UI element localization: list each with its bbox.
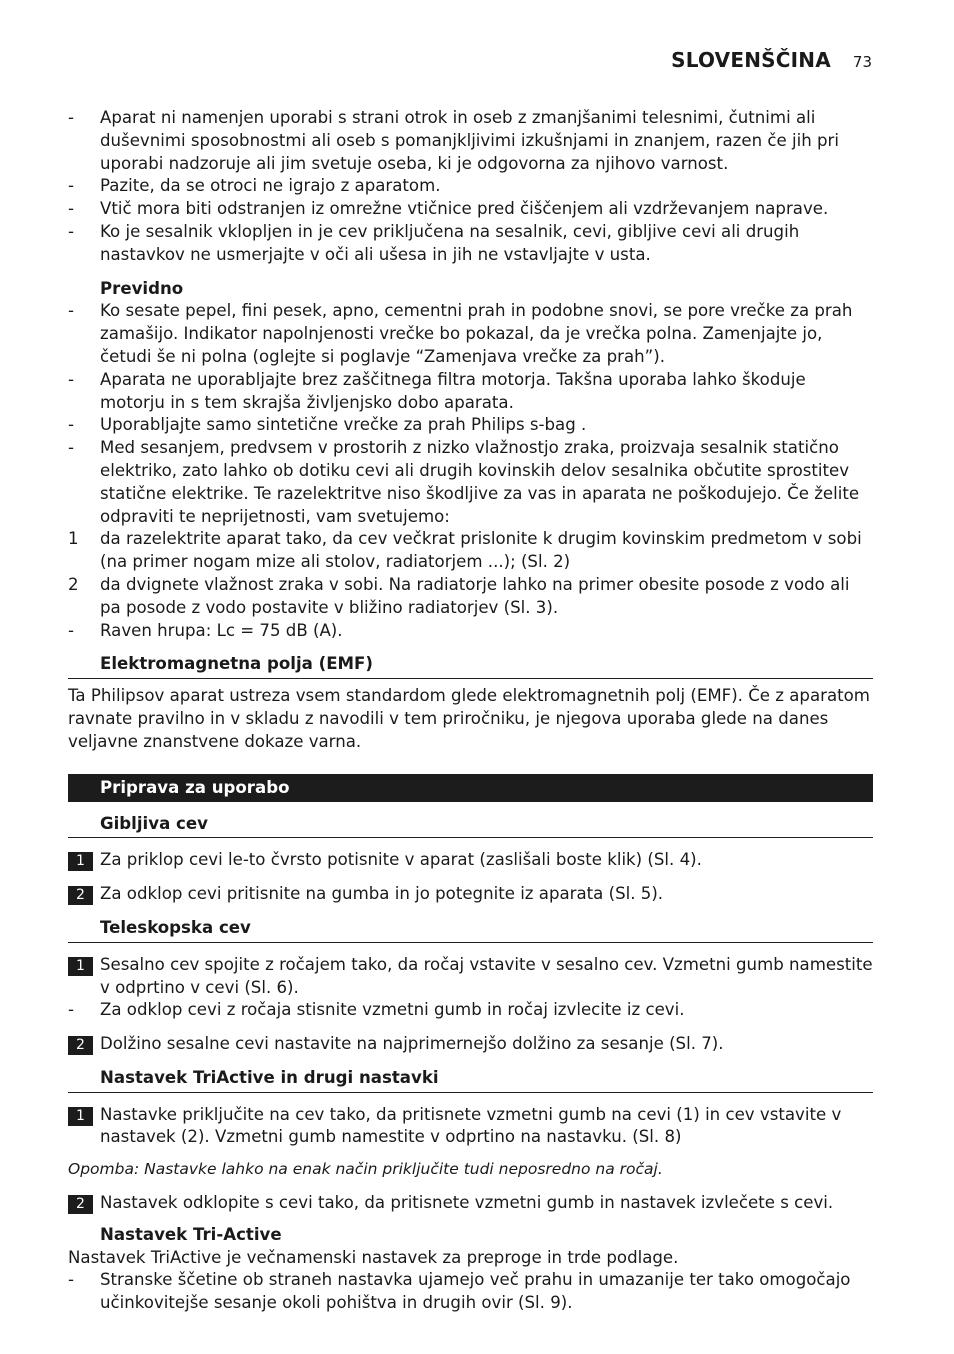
step-item: 2 Dolžino sesalne cevi nastavite na najprimernejšo dolžino za sesanje (Sl. 7). [68,1033,873,1056]
triactive-heading: Nastavek Tri-Active [100,1224,282,1244]
section-heading-preparation: Priprava za uporabo [68,774,873,802]
triactive-paragraph: Nastavek TriActive je večnamenski nastavek za preproge in trde podlage. [68,1247,679,1267]
dash-marker: - [68,176,74,196]
number-marker: 2 [68,574,79,594]
list-item: - Za odklop cevi z ročaja stisnite vzmetni gumb in ročaj izvlecite iz cevi. [68,999,873,1022]
list-item: - Med sesanjem, predvsem v prostorih z nizko vlažnostjo zraka, proizvaja sesalnik statično elektriko, zato lahko ob dotiku cevi ali drugih kovinskih delov sesalnika občutite sprostitev statične elektrike. Te razelektritve niso škodljive za vas in aparata ne poškodujejo. Če želite odpraviti te neprijetnosti, vam svetujemo: [68,437,873,528]
page-number: 73 [852,53,872,71]
tube-heading: Teleskopska cev [68,917,873,943]
caution-heading: Previdno [100,278,184,298]
dash-marker: - [68,620,74,640]
step-number-badge: 1 [68,852,93,871]
list-item: - Aparata ne uporabljajte brez zaščitnega filtra motorja. Takšna uporaba lahko škoduje motorju in s tem skrajša življenjsko dobo aparata. [68,369,873,415]
step-number-badge: 2 [68,886,93,905]
dash-marker: - [68,301,74,321]
note-text: Opomba: Nastavke lahko na enak način priključite tudi neposredno na ročaj. [68,1160,663,1179]
step-item: 2 Za odklop cevi pritisnite na gumba in jo potegnite iz aparata (Sl. 5). [68,883,873,906]
list-item: - Vtič mora biti odstranjen iz omrežne vtičnice pred čiščenjem ali vzdrževanjem naprave. [68,198,873,221]
number-marker: 1 [68,529,79,549]
step-item: 1 Sesalno cev spojite z ročajem tako, da ročaj vstavite v sesalno cev. Vzmetni gumb namestite v odprtino v cevi (Sl. 6). [68,954,873,1000]
list-item: - Pazite, da se otroci ne igrajo z aparatom. [68,175,873,198]
dash-marker: - [68,221,74,241]
language-title: SLOVENŠČINA [671,48,831,72]
dash-marker: - [68,369,74,389]
list-item: - Ko sesate pepel, fini pesek, apno, cementni prah in podobne snovi, se pore vrečke za prah zamašijo. Indikator napolnjenosti vrečke bo pokazal, da je vrečka polna. Zamenjajte jo, četudi še ni polna (oglejte si poglavje “Zamenjava vrečke za prah”). [68,300,873,368]
list-item: - Ko je sesalnik vklopljen in je cev priključena na sesalnik, cevi, gibljive cevi ali drugih nastavkov ne usmerjajte v oči ali ušesa in jih ne vstavljajte v usta. [68,221,873,267]
step-item: 2 Nastavek odklopite s cevi tako, da pritisnete vzmetni gumb in nastavek izvlečete s cevi. [68,1192,873,1215]
step-number-badge: 2 [68,1036,93,1055]
list-item: - Stranske ščetine ob straneh nastavka ujamejo več prahu in umazanije ter tako omogočajo učinkovitejše sesanje okoli pohištva in drugih ovir (Sl. 9). [68,1269,873,1315]
dash-marker: - [68,438,74,458]
step-item: 1 Nastavke priključite na cev tako, da pritisnete vzmetni gumb na cevi (1) in cev vstavite v nastavek (2). Vzmetni gumb namestite v odprtino na nastavku. (Sl. 8) [68,1104,873,1150]
dash-marker: - [68,415,74,435]
numbered-item: 1 da razelektrite aparat tako, da cev večkrat prislonite k drugim kovinskim predmetom v sobi (na primer nogam mize ali stolov, radiatorjem ...); (Sl. 2) [68,528,873,574]
list-item: - Aparat ni namenjen uporabi s strani otrok in oseb z zmanjšanimi telesnimi, čutnimi ali duševnimi sposobnostmi ali oseb s pomanjkljivimi izkušnjami in znanjem, razen če jih pri uporabi nadzoruje ali jim svetuje oseba, ki je odgovorna za njihovo varnost. [68,107,873,175]
page-content [68,107,873,1315]
dash-marker: - [68,1270,74,1290]
dash-marker: - [68,1000,74,1020]
numbered-item: 2 da dvignete vlažnost zraka v sobi. Na radiatorje lahko na primer obesite posode z vodo ali pa posode z vodo postavite v bližino radiatorjev (Sl. 3). [68,574,873,620]
hose-heading: Gibljiva cev [68,813,873,839]
step-number-badge: 2 [68,1195,93,1214]
list-item: - Raven hrupa: Lc = 75 dB (A). [68,620,873,643]
emf-paragraph: Ta Philipsov aparat ustreza vsem standardom glede elektromagnetnih polj (EMF). Če z aparatom ravnate pravilno in v skladu z navodili v tem priročniku, je njegova uporaba glede na danes veljavne znanstvene dokaze varna. [68,686,870,751]
nozzle-heading: Nastavek TriActive in drugi nastavki [68,1067,873,1093]
emf-heading: Elektromagnetna polja (EMF) [68,653,873,679]
page-header [671,48,872,72]
dash-marker: - [68,199,74,219]
dash-marker: - [68,108,74,127]
step-number-badge: 1 [68,1107,93,1126]
step-item: 1 Za priklop cevi le-to čvrsto potisnite v aparat (zaslišali boste klik) (Sl. 4). [68,849,873,872]
list-item: - Uporabljajte samo sintetične vrečke za prah Philips s-bag . [68,414,873,437]
step-number-badge: 1 [68,957,93,976]
